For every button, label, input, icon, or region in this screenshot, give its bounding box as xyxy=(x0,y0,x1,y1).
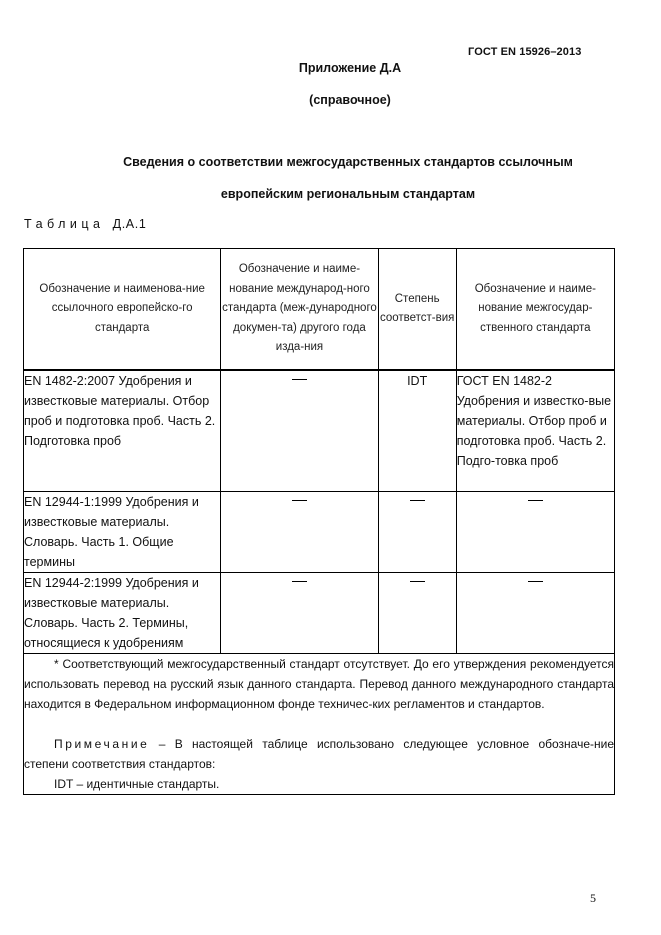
cell-european-standard: EN 12944-2:1999 Удобрения и известковые материалы. Словарь. Часть 2. Термины, относящиеся к удобрениям xyxy=(24,572,221,653)
dash-mark xyxy=(528,500,543,501)
dash-mark xyxy=(410,500,425,501)
cell-international-standard xyxy=(221,491,378,572)
dash-mark xyxy=(292,581,307,582)
cell-european-standard: EN 1482-2:2007 Удобрения и известковые материалы. Отбор проб и подготовка проб. Часть 2. Подготовка проб xyxy=(24,370,221,491)
cell-interstate-standard xyxy=(456,572,614,653)
table-row xyxy=(24,491,615,572)
correspondence-table xyxy=(23,248,615,795)
table-row xyxy=(24,572,615,653)
table-notes-row xyxy=(24,653,615,794)
header-interstate-standard: Обозначение и наиме-нование межгосудар-ственного стандарта xyxy=(456,249,614,371)
table-row xyxy=(24,370,615,491)
annex-type: (справочное) xyxy=(309,93,391,107)
header-degree-of-correspondence: Степень соответст-вия xyxy=(378,249,456,371)
cell-international-standard xyxy=(221,572,378,653)
page-number: 5 xyxy=(590,891,596,905)
footnote: * Соответствующий межгосударственный стандарт отсутствует. До его утверждения рекомендуется использовать перевод на русский язык данного стандарта. Перевод данного международного стандарта находится в Федеральном информационном фонде техничес-ких регламентов и стандартов. xyxy=(24,656,614,711)
dash-mark xyxy=(528,581,543,582)
dash-mark xyxy=(292,379,307,380)
idt-legend: IDT – идентичные стандарты. xyxy=(54,776,220,791)
note-text: – В настоящей таблице использовано следующее условное обозначе-ние степени соответствия стандартов: xyxy=(24,736,614,771)
cell-interstate-standard xyxy=(456,491,614,572)
section-heading-line-2: европейским региональным стандартам xyxy=(220,187,476,201)
cell-european-standard: EN 12944-1:1999 Удобрения и известковые материалы. Словарь. Часть 1. Общие термины xyxy=(24,491,221,572)
header-international-standard: Обозначение и наиме-нование международ-ного стандарта (меж-дународного докумен-та) другого года изда-ния xyxy=(221,249,378,371)
header-european-standard: Обозначение и наименова-ние ссылочного европейско-го стандарта xyxy=(24,249,221,371)
note-label: Примечание xyxy=(54,736,150,751)
note xyxy=(24,734,614,774)
table-caption xyxy=(24,217,146,231)
cell-degree: IDT xyxy=(378,370,456,491)
dash-mark xyxy=(410,581,425,582)
table-header-row xyxy=(24,249,615,371)
cell-interstate-standard: ГОСТ EN 1482-2 Удобрения и известко-вые материалы. Отбор проб и подготовка проб. Часть 2. Подго-товка проб xyxy=(456,370,614,491)
cell-degree xyxy=(378,491,456,572)
document-code: ГОСТ EN 15926–2013 xyxy=(468,46,582,58)
table-caption-word: Таблица xyxy=(24,217,105,231)
table-caption-id: Д.А.1 xyxy=(112,217,147,231)
cell-degree xyxy=(378,572,456,653)
section-heading-line-1: Сведения о соответствии межгосударственных стандартов ссылочным xyxy=(123,155,573,169)
annex-title: Приложение Д.А xyxy=(298,61,402,75)
table-notes xyxy=(24,653,615,794)
dash-mark xyxy=(292,500,307,501)
cell-international-standard xyxy=(221,370,378,491)
